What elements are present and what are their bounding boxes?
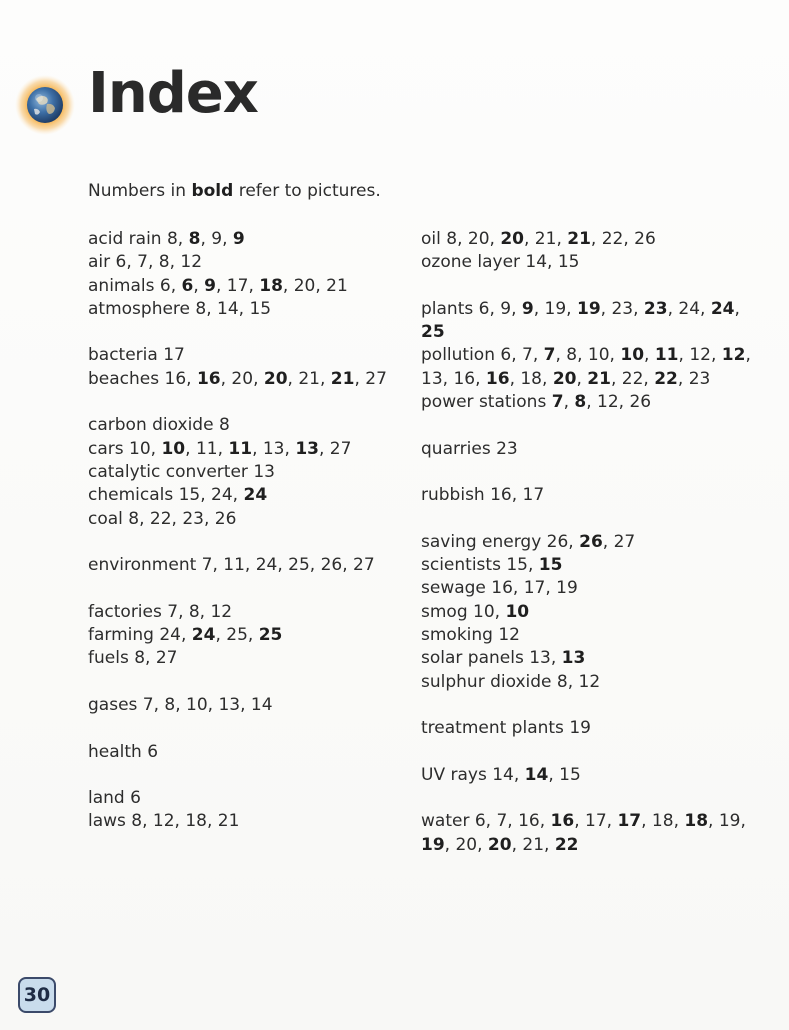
picture-page-ref: 22	[554, 834, 579, 855]
picture-page-ref: 15	[538, 555, 563, 576]
earth-globe-icon	[14, 74, 76, 136]
picture-page-ref: 16	[550, 811, 575, 832]
entry-text: oil 8, 20,	[421, 229, 501, 249]
entry-text: power stations	[421, 392, 552, 413]
entry-text: sulphur dioxide 8, 12	[421, 671, 601, 692]
entry-text: , 17,	[574, 811, 618, 832]
index-entry	[88, 741, 408, 764]
entry-text: health 6	[88, 741, 159, 762]
entry-text: saving energy 26,	[421, 531, 580, 552]
picture-page-ref: 20	[552, 368, 577, 389]
entry-text: bacteria 17	[88, 345, 185, 366]
picture-page-ref: 12	[721, 345, 746, 366]
picture-page-ref: 21	[330, 368, 355, 389]
entry-text: , 8, 10,	[555, 345, 621, 366]
index-column-left	[88, 228, 408, 834]
index-entry	[421, 531, 751, 554]
index-entry	[88, 601, 408, 624]
index-entry	[421, 577, 751, 600]
picture-page-ref: 9	[204, 275, 216, 296]
picture-page-ref: 14	[524, 764, 549, 785]
entry-text: , 19,	[533, 298, 577, 319]
picture-page-ref: 13	[295, 438, 319, 459]
index-entry	[88, 368, 408, 391]
entry-text: acid rain 8,	[88, 229, 189, 249]
index-entry	[88, 344, 408, 367]
picture-page-ref: 19	[421, 834, 445, 855]
index-entry	[421, 810, 751, 857]
index-entry	[421, 344, 751, 391]
index-entry	[421, 717, 751, 740]
index-entry	[421, 624, 751, 647]
picture-page-ref: 18	[684, 811, 709, 832]
entry-text: ,	[576, 368, 588, 389]
entry-text: , 21,	[287, 368, 331, 389]
index-entry	[421, 228, 751, 251]
entry-text: ,	[734, 298, 740, 319]
entry-text: beaches 16,	[88, 368, 197, 389]
picture-page-ref: 13	[561, 648, 586, 669]
entry-text: laws 8, 12, 18, 21	[88, 811, 240, 832]
index-entry	[88, 810, 408, 833]
index-entry	[88, 787, 408, 810]
entry-text: atmosphere 8, 14, 15	[88, 298, 272, 319]
entry-text: , 11,	[185, 438, 229, 459]
picture-page-ref: 16	[196, 368, 221, 389]
entry-text: coal 8, 22, 23, 26	[88, 508, 237, 529]
entry-text: pollution 6, 7,	[421, 345, 544, 366]
index-entry	[88, 298, 408, 321]
entry-text: , 21,	[511, 834, 555, 855]
entry-text: factories 7, 8, 12	[88, 601, 233, 622]
index-entry	[88, 438, 408, 461]
entry-text: rubbish 16, 17	[421, 485, 545, 506]
entry-text: water 6, 7, 16,	[421, 811, 551, 832]
entry-text: , 17,	[216, 275, 260, 296]
entry-text: , 19,	[708, 811, 746, 832]
entry-text: ,	[563, 392, 575, 413]
entry-text: , 15	[548, 764, 581, 785]
intro-note	[88, 180, 381, 203]
index-entry	[88, 228, 408, 251]
entry-text: , 27	[318, 438, 352, 459]
entry-text: gases 7, 8, 10, 13, 14	[88, 694, 273, 715]
picture-page-ref: 20	[487, 834, 512, 855]
entry-text: , 21,	[524, 229, 568, 249]
picture-page-ref: 20	[263, 368, 288, 389]
picture-page-ref: 8	[188, 229, 201, 249]
entry-text: , 20,	[444, 834, 488, 855]
picture-page-ref: 25	[258, 625, 283, 646]
index-entry	[88, 461, 408, 484]
entry-text: smog 10,	[421, 601, 506, 622]
page-number-badge: 30	[18, 977, 56, 1013]
picture-page-ref: 7	[551, 392, 564, 413]
entry-text: smoking 12	[421, 625, 520, 646]
intro-text-before: Numbers in	[88, 181, 192, 201]
picture-page-ref: 20	[500, 229, 524, 249]
picture-page-ref: 24	[710, 298, 735, 319]
intro-bold-word: bold	[191, 181, 234, 201]
entry-text: , 12, 26	[586, 392, 652, 413]
entry-text: , 13, 16,	[421, 345, 751, 389]
entry-text: , 13,	[252, 438, 296, 459]
picture-page-ref: 16	[485, 368, 510, 389]
picture-page-ref: 18	[259, 275, 283, 296]
entry-text: ,	[193, 275, 205, 296]
entry-text: , 12,	[678, 345, 722, 366]
picture-page-ref: 10	[161, 438, 186, 459]
page-title: Index	[88, 61, 258, 126]
entry-text: sewage 16, 17, 19	[421, 578, 578, 599]
index-entry	[88, 647, 408, 670]
index-entry	[421, 438, 751, 461]
picture-page-ref: 8	[574, 392, 587, 413]
entry-text: ozone layer 14, 15	[421, 252, 580, 273]
entry-text: , 22, 26	[590, 229, 656, 249]
index-entry	[421, 554, 751, 577]
picture-page-ref: 11	[228, 438, 253, 459]
index-entry	[421, 671, 751, 694]
index-entry	[88, 624, 408, 647]
entry-text: UV rays 14,	[421, 764, 525, 785]
picture-page-ref: 7	[543, 345, 556, 366]
index-entry	[88, 251, 408, 274]
picture-page-ref: 6	[181, 275, 194, 296]
entry-text: , 20,	[220, 368, 264, 389]
index-column-right	[421, 228, 751, 857]
entry-text: , 27	[602, 531, 636, 552]
index-entry	[421, 391, 751, 414]
entry-text: , 23,	[600, 298, 644, 319]
picture-page-ref: 11	[654, 345, 679, 366]
entry-text: catalytic converter 13	[88, 461, 275, 482]
picture-page-ref: 10	[505, 601, 530, 622]
picture-page-ref: 9	[521, 298, 534, 319]
picture-page-ref: 24	[191, 625, 216, 646]
picture-page-ref: 24	[243, 485, 268, 506]
picture-page-ref: 22	[654, 368, 678, 389]
index-entry	[421, 484, 751, 507]
index-entry	[88, 694, 408, 717]
entry-text: solar panels 13,	[421, 648, 562, 669]
entry-text: air 6, 7, 8, 12	[88, 252, 203, 273]
index-entry	[88, 554, 408, 577]
entry-text: , 20, 21	[282, 275, 348, 296]
index-entry	[88, 484, 408, 507]
entry-text: carbon dioxide 8	[88, 415, 230, 436]
picture-page-ref: 9	[232, 229, 245, 249]
entry-text: ,	[644, 345, 655, 366]
entry-text: , 18,	[641, 811, 685, 832]
index-entry	[421, 298, 751, 345]
index-entry	[421, 647, 751, 670]
index-entry	[421, 251, 751, 274]
picture-page-ref: 21	[567, 229, 591, 249]
entry-text: animals 6,	[88, 275, 182, 296]
entry-text: cars 10,	[88, 438, 162, 459]
entry-text: , 27	[354, 368, 387, 389]
picture-page-ref: 25	[421, 322, 445, 343]
picture-page-ref: 23	[643, 298, 668, 319]
index-entry	[88, 508, 408, 531]
entry-text: farming 24,	[88, 625, 192, 646]
entry-text: chemicals 15, 24,	[88, 485, 244, 506]
entry-text: quarries 23	[421, 438, 518, 459]
entry-text: , 23	[677, 368, 711, 389]
entry-text: fuels 8, 27	[88, 648, 178, 669]
picture-page-ref: 17	[617, 811, 642, 832]
entry-text: , 24,	[667, 298, 711, 319]
entry-text: land 6	[88, 788, 141, 809]
entry-text: plants 6, 9,	[421, 298, 522, 319]
index-entry	[88, 414, 408, 437]
index-entry	[421, 601, 751, 624]
picture-page-ref: 26	[579, 531, 603, 552]
index-entry	[88, 275, 408, 298]
entry-text: scientists 15,	[421, 555, 539, 576]
entry-text: environment 7, 11, 24, 25, 26, 27	[88, 555, 375, 576]
entry-text: , 22,	[610, 368, 655, 389]
intro-text-after: refer to pictures.	[233, 181, 381, 201]
index-entry	[421, 764, 751, 787]
entry-text: treatment plants 19	[421, 718, 591, 739]
entry-text: , 25,	[215, 625, 259, 646]
entry-text: , 9,	[200, 229, 233, 249]
picture-page-ref: 19	[576, 298, 601, 319]
entry-text: , 18,	[509, 368, 553, 389]
picture-page-ref: 21	[587, 368, 611, 389]
picture-page-ref: 10	[620, 345, 645, 366]
